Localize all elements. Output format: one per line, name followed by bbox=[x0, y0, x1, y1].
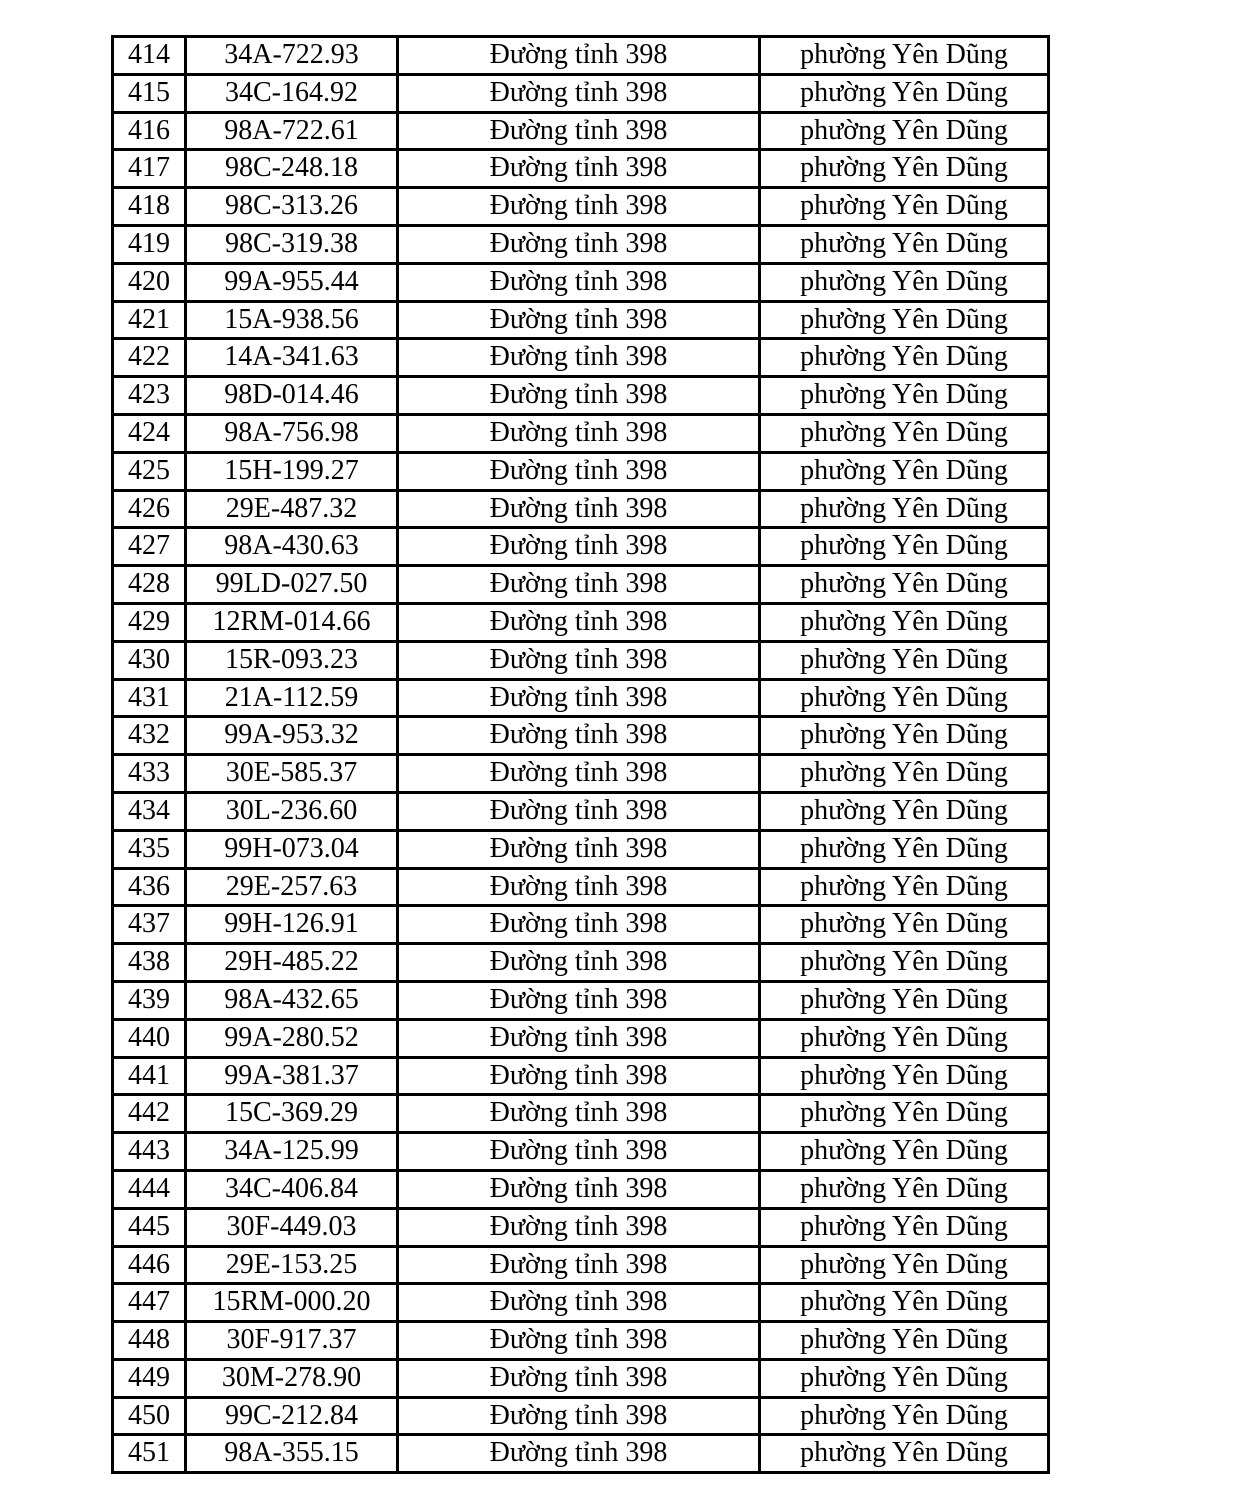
plate-number-cell: 15H-199.27 bbox=[186, 452, 398, 490]
road-name-cell: Đường tỉnh 398 bbox=[398, 981, 760, 1019]
plate-number-cell: 21A-112.59 bbox=[186, 679, 398, 717]
road-name-cell: Đường tỉnh 398 bbox=[398, 792, 760, 830]
table-body bbox=[113, 37, 1049, 1473]
plate-number-cell: 98C-319.38 bbox=[186, 225, 398, 263]
row-number-cell: 431 bbox=[113, 679, 186, 717]
row-number-cell: 446 bbox=[113, 1246, 186, 1284]
road-name-cell: Đường tỉnh 398 bbox=[398, 377, 760, 415]
table-row bbox=[113, 981, 1049, 1019]
row-number-cell: 438 bbox=[113, 944, 186, 982]
ward-name-cell: phường Yên Dũng bbox=[760, 981, 1049, 1019]
row-number-cell: 418 bbox=[113, 188, 186, 226]
ward-name-cell: phường Yên Dũng bbox=[760, 603, 1049, 641]
row-number-cell: 416 bbox=[113, 112, 186, 150]
plate-number-cell: 98A-756.98 bbox=[186, 414, 398, 452]
road-name-cell: Đường tỉnh 398 bbox=[398, 1322, 760, 1360]
road-name-cell: Đường tỉnh 398 bbox=[398, 1019, 760, 1057]
table-row bbox=[113, 717, 1049, 755]
road-name-cell: Đường tỉnh 398 bbox=[398, 1133, 760, 1171]
ward-name-cell: phường Yên Dũng bbox=[760, 414, 1049, 452]
ward-name-cell: phường Yên Dũng bbox=[760, 1170, 1049, 1208]
table-row bbox=[113, 1095, 1049, 1133]
ward-name-cell: phường Yên Dũng bbox=[760, 1208, 1049, 1246]
ward-name-cell: phường Yên Dũng bbox=[760, 1095, 1049, 1133]
road-name-cell: Đường tỉnh 398 bbox=[398, 1057, 760, 1095]
row-number-cell: 441 bbox=[113, 1057, 186, 1095]
road-name-cell: Đường tỉnh 398 bbox=[398, 1435, 760, 1473]
ward-name-cell: phường Yên Dũng bbox=[760, 150, 1049, 188]
ward-name-cell: phường Yên Dũng bbox=[760, 1435, 1049, 1473]
row-number-cell: 433 bbox=[113, 755, 186, 793]
road-name-cell: Đường tỉnh 398 bbox=[398, 830, 760, 868]
table-row bbox=[113, 225, 1049, 263]
row-number-cell: 437 bbox=[113, 906, 186, 944]
table-row bbox=[113, 414, 1049, 452]
plate-number-cell: 98A-430.63 bbox=[186, 528, 398, 566]
road-name-cell: Đường tỉnh 398 bbox=[398, 150, 760, 188]
plate-number-cell: 98C-248.18 bbox=[186, 150, 398, 188]
road-name-cell: Đường tỉnh 398 bbox=[398, 566, 760, 604]
row-number-cell: 449 bbox=[113, 1359, 186, 1397]
plate-number-cell: 34C-164.92 bbox=[186, 74, 398, 112]
plate-number-cell: 30F-449.03 bbox=[186, 1208, 398, 1246]
table-row bbox=[113, 906, 1049, 944]
road-name-cell: Đường tỉnh 398 bbox=[398, 339, 760, 377]
row-number-cell: 419 bbox=[113, 225, 186, 263]
table-row bbox=[113, 112, 1049, 150]
ward-name-cell: phường Yên Dũng bbox=[760, 1057, 1049, 1095]
ward-name-cell: phường Yên Dũng bbox=[760, 225, 1049, 263]
plate-number-cell: 99A-280.52 bbox=[186, 1019, 398, 1057]
row-number-cell: 432 bbox=[113, 717, 186, 755]
plate-number-cell: 29E-153.25 bbox=[186, 1246, 398, 1284]
plate-number-cell: 99H-073.04 bbox=[186, 830, 398, 868]
row-number-cell: 424 bbox=[113, 414, 186, 452]
row-number-cell: 443 bbox=[113, 1133, 186, 1171]
row-number-cell: 429 bbox=[113, 603, 186, 641]
table-row bbox=[113, 1208, 1049, 1246]
road-name-cell: Đường tỉnh 398 bbox=[398, 301, 760, 339]
table-row bbox=[113, 150, 1049, 188]
road-name-cell: Đường tỉnh 398 bbox=[398, 490, 760, 528]
ward-name-cell: phường Yên Dũng bbox=[760, 1284, 1049, 1322]
table-row bbox=[113, 339, 1049, 377]
table-row bbox=[113, 792, 1049, 830]
road-name-cell: Đường tỉnh 398 bbox=[398, 263, 760, 301]
ward-name-cell: phường Yên Dũng bbox=[760, 944, 1049, 982]
ward-name-cell: phường Yên Dũng bbox=[760, 868, 1049, 906]
road-name-cell: Đường tỉnh 398 bbox=[398, 679, 760, 717]
table-row bbox=[113, 944, 1049, 982]
ward-name-cell: phường Yên Dũng bbox=[760, 1359, 1049, 1397]
row-number-cell: 415 bbox=[113, 74, 186, 112]
road-name-cell: Đường tỉnh 398 bbox=[398, 1359, 760, 1397]
road-name-cell: Đường tỉnh 398 bbox=[398, 225, 760, 263]
road-name-cell: Đường tỉnh 398 bbox=[398, 1246, 760, 1284]
road-name-cell: Đường tỉnh 398 bbox=[398, 1397, 760, 1435]
table-row bbox=[113, 1284, 1049, 1322]
ward-name-cell: phường Yên Dũng bbox=[760, 1019, 1049, 1057]
row-number-cell: 448 bbox=[113, 1322, 186, 1360]
row-number-cell: 420 bbox=[113, 263, 186, 301]
table-row bbox=[113, 1019, 1049, 1057]
table-row bbox=[113, 1246, 1049, 1284]
table-row bbox=[113, 188, 1049, 226]
plate-number-cell: 99A-955.44 bbox=[186, 263, 398, 301]
plate-number-cell: 29E-257.63 bbox=[186, 868, 398, 906]
table-row bbox=[113, 490, 1049, 528]
row-number-cell: 444 bbox=[113, 1170, 186, 1208]
row-number-cell: 439 bbox=[113, 981, 186, 1019]
row-number-cell: 445 bbox=[113, 1208, 186, 1246]
row-number-cell: 427 bbox=[113, 528, 186, 566]
table-row bbox=[113, 641, 1049, 679]
plate-number-cell: 15RM-000.20 bbox=[186, 1284, 398, 1322]
plate-number-cell: 29E-487.32 bbox=[186, 490, 398, 528]
road-name-cell: Đường tỉnh 398 bbox=[398, 112, 760, 150]
ward-name-cell: phường Yên Dũng bbox=[760, 490, 1049, 528]
table-row bbox=[113, 263, 1049, 301]
road-name-cell: Đường tỉnh 398 bbox=[398, 755, 760, 793]
table-row bbox=[113, 679, 1049, 717]
road-name-cell: Đường tỉnh 398 bbox=[398, 37, 760, 75]
ward-name-cell: phường Yên Dũng bbox=[760, 717, 1049, 755]
plate-number-cell: 14A-341.63 bbox=[186, 339, 398, 377]
ward-name-cell: phường Yên Dũng bbox=[760, 679, 1049, 717]
plate-number-cell: 12RM-014.66 bbox=[186, 603, 398, 641]
ward-name-cell: phường Yên Dũng bbox=[760, 188, 1049, 226]
row-number-cell: 442 bbox=[113, 1095, 186, 1133]
road-name-cell: Đường tỉnh 398 bbox=[398, 906, 760, 944]
table-row bbox=[113, 1322, 1049, 1360]
plate-number-cell: 34A-722.93 bbox=[186, 37, 398, 75]
ward-name-cell: phường Yên Dũng bbox=[760, 1246, 1049, 1284]
plate-number-cell: 30F-917.37 bbox=[186, 1322, 398, 1360]
plate-number-cell: 34A-125.99 bbox=[186, 1133, 398, 1171]
row-number-cell: 422 bbox=[113, 339, 186, 377]
ward-name-cell: phường Yên Dũng bbox=[760, 377, 1049, 415]
table-row bbox=[113, 868, 1049, 906]
ward-name-cell: phường Yên Dũng bbox=[760, 1133, 1049, 1171]
table-row bbox=[113, 1170, 1049, 1208]
plate-number-cell: 29H-485.22 bbox=[186, 944, 398, 982]
table-row bbox=[113, 1435, 1049, 1473]
plate-number-cell: 98D-014.46 bbox=[186, 377, 398, 415]
table-row bbox=[113, 452, 1049, 490]
row-number-cell: 430 bbox=[113, 641, 186, 679]
table-row bbox=[113, 566, 1049, 604]
row-number-cell: 436 bbox=[113, 868, 186, 906]
ward-name-cell: phường Yên Dũng bbox=[760, 74, 1049, 112]
road-name-cell: Đường tỉnh 398 bbox=[398, 414, 760, 452]
table-row bbox=[113, 37, 1049, 75]
row-number-cell: 417 bbox=[113, 150, 186, 188]
road-name-cell: Đường tỉnh 398 bbox=[398, 188, 760, 226]
row-number-cell: 447 bbox=[113, 1284, 186, 1322]
road-name-cell: Đường tỉnh 398 bbox=[398, 868, 760, 906]
row-number-cell: 414 bbox=[113, 37, 186, 75]
road-name-cell: Đường tỉnh 398 bbox=[398, 1284, 760, 1322]
plate-number-cell: 99H-126.91 bbox=[186, 906, 398, 944]
plate-number-cell: 98A-355.15 bbox=[186, 1435, 398, 1473]
ward-name-cell: phường Yên Dũng bbox=[760, 792, 1049, 830]
ward-name-cell: phường Yên Dũng bbox=[760, 339, 1049, 377]
road-name-cell: Đường tỉnh 398 bbox=[398, 717, 760, 755]
road-name-cell: Đường tỉnh 398 bbox=[398, 1095, 760, 1133]
row-number-cell: 425 bbox=[113, 452, 186, 490]
table-row bbox=[113, 1057, 1049, 1095]
road-name-cell: Đường tỉnh 398 bbox=[398, 528, 760, 566]
ward-name-cell: phường Yên Dũng bbox=[760, 263, 1049, 301]
ward-name-cell: phường Yên Dũng bbox=[760, 37, 1049, 75]
ward-name-cell: phường Yên Dũng bbox=[760, 1322, 1049, 1360]
ward-name-cell: phường Yên Dũng bbox=[760, 566, 1049, 604]
road-name-cell: Đường tỉnh 398 bbox=[398, 1170, 760, 1208]
row-number-cell: 421 bbox=[113, 301, 186, 339]
ward-name-cell: phường Yên Dũng bbox=[760, 1397, 1049, 1435]
ward-name-cell: phường Yên Dũng bbox=[760, 906, 1049, 944]
ward-name-cell: phường Yên Dũng bbox=[760, 112, 1049, 150]
row-number-cell: 426 bbox=[113, 490, 186, 528]
plate-number-cell: 99C-212.84 bbox=[186, 1397, 398, 1435]
vehicle-plate-table bbox=[111, 35, 1050, 1474]
row-number-cell: 423 bbox=[113, 377, 186, 415]
ward-name-cell: phường Yên Dũng bbox=[760, 830, 1049, 868]
road-name-cell: Đường tỉnh 398 bbox=[398, 74, 760, 112]
table-row bbox=[113, 528, 1049, 566]
plate-number-cell: 30L-236.60 bbox=[186, 792, 398, 830]
table-row bbox=[113, 830, 1049, 868]
ward-name-cell: phường Yên Dũng bbox=[760, 301, 1049, 339]
row-number-cell: 434 bbox=[113, 792, 186, 830]
table-row bbox=[113, 1133, 1049, 1171]
table-row bbox=[113, 755, 1049, 793]
ward-name-cell: phường Yên Dũng bbox=[760, 755, 1049, 793]
table-row bbox=[113, 603, 1049, 641]
row-number-cell: 450 bbox=[113, 1397, 186, 1435]
table-row bbox=[113, 1397, 1049, 1435]
row-number-cell: 451 bbox=[113, 1435, 186, 1473]
plate-number-cell: 99A-381.37 bbox=[186, 1057, 398, 1095]
plate-number-cell: 98A-722.61 bbox=[186, 112, 398, 150]
row-number-cell: 428 bbox=[113, 566, 186, 604]
road-name-cell: Đường tỉnh 398 bbox=[398, 603, 760, 641]
table-row bbox=[113, 74, 1049, 112]
plate-number-cell: 30E-585.37 bbox=[186, 755, 398, 793]
row-number-cell: 440 bbox=[113, 1019, 186, 1057]
table-row bbox=[113, 1359, 1049, 1397]
road-name-cell: Đường tỉnh 398 bbox=[398, 452, 760, 490]
road-name-cell: Đường tỉnh 398 bbox=[398, 944, 760, 982]
plate-number-cell: 98C-313.26 bbox=[186, 188, 398, 226]
road-name-cell: Đường tỉnh 398 bbox=[398, 1208, 760, 1246]
plate-number-cell: 30M-278.90 bbox=[186, 1359, 398, 1397]
plate-number-cell: 15A-938.56 bbox=[186, 301, 398, 339]
plate-number-cell: 99LD-027.50 bbox=[186, 566, 398, 604]
plate-number-cell: 15C-369.29 bbox=[186, 1095, 398, 1133]
plate-number-cell: 98A-432.65 bbox=[186, 981, 398, 1019]
plate-number-cell: 34C-406.84 bbox=[186, 1170, 398, 1208]
plate-number-cell: 15R-093.23 bbox=[186, 641, 398, 679]
plate-number-cell: 99A-953.32 bbox=[186, 717, 398, 755]
ward-name-cell: phường Yên Dũng bbox=[760, 452, 1049, 490]
ward-name-cell: phường Yên Dũng bbox=[760, 528, 1049, 566]
road-name-cell: Đường tỉnh 398 bbox=[398, 641, 760, 679]
table-row bbox=[113, 377, 1049, 415]
table-row bbox=[113, 301, 1049, 339]
ward-name-cell: phường Yên Dũng bbox=[760, 641, 1049, 679]
row-number-cell: 435 bbox=[113, 830, 186, 868]
